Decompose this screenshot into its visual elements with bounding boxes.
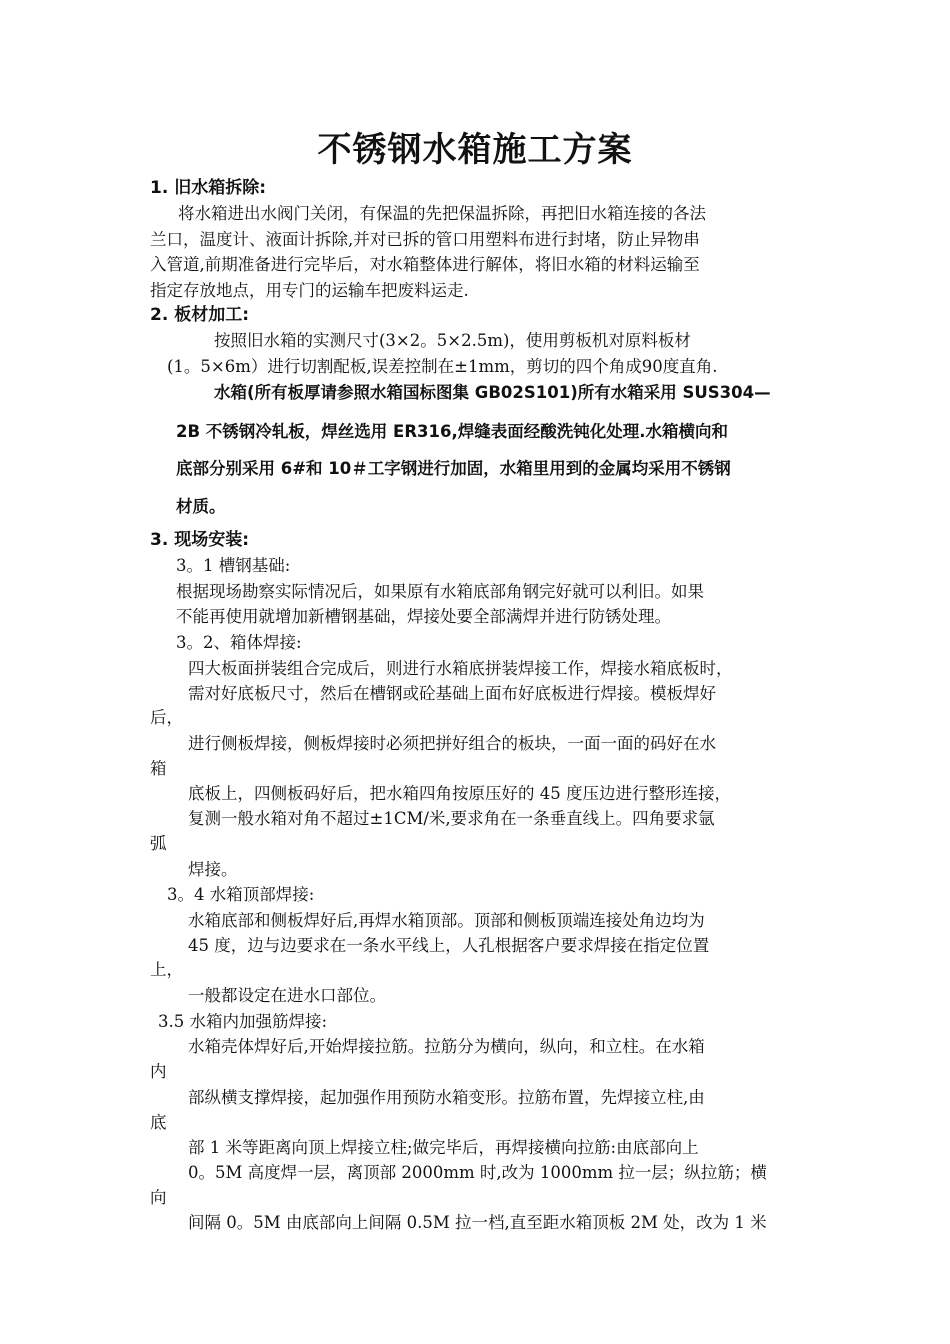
paragraph-line: 箱 xyxy=(150,759,167,778)
paragraph-line: 底板上，四侧板码好后，把水箱四角按原压好的 45 度压边进行整形连接， xyxy=(188,784,731,803)
paragraph-line: 兰口，温度计、液面计拆除,并对已拆的管口用塑料布进行封堵，防止异物串 xyxy=(150,230,700,249)
paragraph-line: 0。5M 高度焊一层，离顶部 2000mm 时,改为 1000mm 拉一层；纵拉筋；横 xyxy=(188,1163,767,1182)
paragraph-line: 进行侧板焊接，侧板焊接时必须把拼好组合的板块，一面一面的码好在水 xyxy=(188,734,716,753)
paragraph-line: 弧 xyxy=(150,834,167,853)
bold-paragraph-line: 水箱(所有板厚请参照水箱国标图集 GB02S101)所有水箱采用 SUS304— xyxy=(214,383,771,402)
paragraph-line: 入管道,前期准备进行完毕后，对水箱整体进行解体，将旧水箱的材料运输至 xyxy=(150,255,700,274)
paragraph-line: 45 度，边与边要求在一条水平线上，人孔根据客户要求焊接在指定位置 xyxy=(188,936,710,955)
paragraph-line: 一般都设定在进水口部位。 xyxy=(188,986,386,1005)
paragraph-line: 间隔 0。5M 由底部向上间隔 0.5M 拉一档,直至距水箱顶板 2M 处，改为 1 米 xyxy=(188,1213,767,1232)
paragraph-line: 水箱底部和侧板焊好后,再焊水箱顶部。顶部和侧板顶端连接处角边均为 xyxy=(188,911,705,930)
document-title: 不锈钢水箱施工方案 xyxy=(317,130,633,170)
subsection-title: 3.5 水箱内加强筋焊接: xyxy=(158,1012,328,1031)
bold-paragraph-line: 材质。 xyxy=(176,497,226,516)
bold-paragraph-line: 底部分别采用 6#和 10＃工字钢进行加固，水箱里用到的金属均采用不锈钢 xyxy=(176,459,731,478)
subsection-title: 3。1 槽钢基础: xyxy=(176,556,291,575)
paragraph-line: 需对好底板尺寸，然后在槽钢或砼基础上面布好底板进行焊接。模板焊好 xyxy=(188,684,716,703)
section-heading-3: 3. 现场安装: xyxy=(150,530,250,550)
paragraph-line: (1。5×6m）进行切割配板,误差控制在±1mm，剪切的四个角成90度直角. xyxy=(167,357,718,376)
subsection-title: 3。2、箱体焊接: xyxy=(176,633,302,652)
paragraph-line: 水箱壳体焊好后,开始焊接拉筋。拉筋分为横向，纵向，和立柱。在水箱 xyxy=(188,1037,705,1056)
section-heading-2: 2. 板材加工: xyxy=(150,305,250,325)
paragraph-line: 根据现场勘察实际情况后，如果原有水箱底部角钢完好就可以利旧。如果 xyxy=(176,582,704,601)
paragraph-line: 焊接。 xyxy=(188,860,238,879)
paragraph-line: 内 xyxy=(150,1062,167,1081)
paragraph-line: 将水箱进出水阀门关闭，有保温的先把保温拆除，再把旧水箱连接的各法 xyxy=(178,204,706,223)
paragraph-line: 不能再使用就增加新槽钢基础，焊接处要全部满焊并进行防锈处理。 xyxy=(176,607,671,626)
paragraph-line: 复测一般水箱对角不超过±1CM/米,要求角在一条垂直线上。四角要求氩 xyxy=(188,809,715,828)
paragraph-line: 指定存放地点，用专门的运输车把废料运走. xyxy=(150,281,469,300)
paragraph-line: 后， xyxy=(150,708,183,727)
paragraph-line: 底 xyxy=(150,1113,167,1132)
bold-paragraph-line: 2B 不锈钢冷轧板，焊丝选用 ER316,焊缝表面经酸洗钝化处理.水箱横向和 xyxy=(176,422,729,441)
paragraph-line: 按照旧水箱的实测尺寸(3×2。5×2.5m)，使用剪板机对原料板材 xyxy=(214,331,691,350)
subsection-title: 3。4 水箱顶部焊接: xyxy=(167,885,315,904)
paragraph-line: 向 xyxy=(150,1188,167,1207)
section-heading-1: 1. 旧水箱拆除: xyxy=(150,178,267,198)
paragraph-line: 部纵横支撑焊接，起加强作用预防水箱变形。拉筋布置，先焊接立柱,由 xyxy=(188,1088,705,1107)
paragraph-line: 四大板面拼装组合完成后，则进行水箱底拼装焊接工作，焊接水箱底板时， xyxy=(188,659,733,678)
paragraph-line: 部 1 米等距离向顶上焊接立柱;做完毕后，再焊接横向拉筋:由底部向上 xyxy=(188,1138,699,1157)
paragraph-line: 上， xyxy=(150,960,183,979)
